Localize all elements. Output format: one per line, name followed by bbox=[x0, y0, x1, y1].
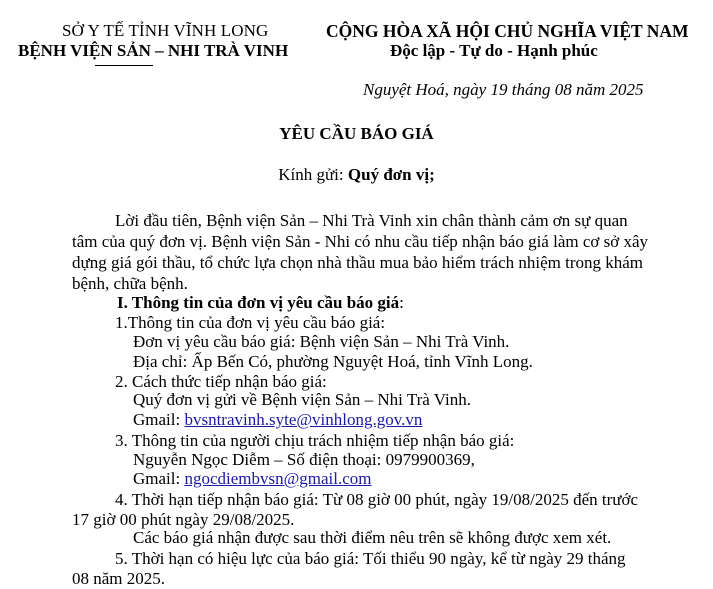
recipient-prefix: Kính gửi: bbox=[278, 165, 348, 184]
intro-line-1: Lời đầu tiên, Bệnh viện Sản – Nhi Trà Vinh xin chân thành cảm ơn sự quan bbox=[115, 211, 628, 230]
header-org-name: BỆNH VIỆN SẢN – NHI TRÀ VINH bbox=[18, 41, 289, 60]
item-1-unit: Đơn vị yêu cầu báo giá: Bệnh viện Sản – Nhi Trà Vinh. bbox=[133, 332, 510, 351]
item-3-gmail-label: Gmail: bbox=[133, 469, 185, 488]
item-3-gmail-line bbox=[133, 469, 372, 489]
item-2-send: Quý đơn vị gửi về Bệnh viện Sản – Nhi Trà Vinh. bbox=[133, 390, 471, 409]
item-2-gmail-line bbox=[133, 410, 422, 430]
item-3-heading: 3. Thông tin của người chịu trách nhiệm tiếp nhận báo giá: bbox=[115, 431, 515, 450]
header-nation: CỘNG HÒA XÃ HỘI CHỦ NGHĨA VIỆT NAM bbox=[326, 21, 689, 41]
intro-line-2: tâm của quý đơn vị. Bệnh viện Sản - Nhi có nhu cầu tiếp nhận báo giá làm cơ sở xây bbox=[72, 232, 649, 251]
recipient-line bbox=[0, 165, 713, 185]
item-3-person: Nguyễn Ngọc Diễm – Số điện thoại: 0979900369, bbox=[133, 450, 475, 469]
recipient-name: Quý đơn vị; bbox=[347, 165, 435, 184]
item-4-note: Các báo giá nhận được sau thời điểm nêu trên sẽ không được xem xét. bbox=[133, 528, 612, 547]
intro-line-3: dựng giá gói thầu, tổ chức lựa chọn nhà thầu mua bảo hiểm trách nhiệm trong khám bbox=[72, 253, 644, 272]
item-4-line-2: 17 giờ 00 phút ngày 29/08/2025. bbox=[72, 510, 295, 529]
item-5-line-2: 08 năm 2025. bbox=[72, 569, 166, 588]
section-1-heading-text: I. Thông tin của đơn vị yêu cầu báo giá bbox=[117, 293, 400, 312]
item-5-line-1: 5. Thời hạn có hiệu lực của báo giá: Tối thiểu 90 ngày, kể từ ngày 29 tháng bbox=[115, 549, 626, 568]
header-motto: Độc lập - Tự do - Hạnh phúc bbox=[390, 41, 598, 60]
section-1-heading-colon: : bbox=[399, 293, 404, 312]
item-1-heading: 1.Thông tin của đơn vị yêu cầu báo giá: bbox=[115, 313, 386, 332]
section-1-heading bbox=[117, 293, 404, 313]
item-3-email-link[interactable]: ngocdiembvsn@gmail.com bbox=[184, 469, 372, 488]
date-line: Nguyệt Hoá, ngày 19 tháng 08 năm 2025 bbox=[363, 80, 644, 99]
document-title: YÊU CẦU BÁO GIÁ bbox=[279, 124, 434, 143]
item-2-heading: 2. Cách thức tiếp nhận báo giá: bbox=[115, 372, 327, 391]
item-2-email-link[interactable]: bvsntravinh.syte@vinhlong.gov.vn bbox=[184, 410, 423, 429]
item-2-gmail-label: Gmail: bbox=[133, 410, 185, 429]
item-4-line-1: 4. Thời hạn tiếp nhận báo giá: Từ 08 giờ 00 phút, ngày 19/08/2025 đến trước bbox=[115, 490, 639, 509]
header-org-parent: SỞ Y TẾ TỈNH VĨNH LONG bbox=[62, 21, 269, 40]
intro-line-4: bệnh, chữa bệnh. bbox=[72, 274, 188, 293]
header-org-underline bbox=[95, 65, 153, 66]
item-1-address: Địa chỉ: Ấp Bến Có, phường Nguyệt Hoá, tỉnh Vĩnh Long. bbox=[133, 352, 533, 371]
